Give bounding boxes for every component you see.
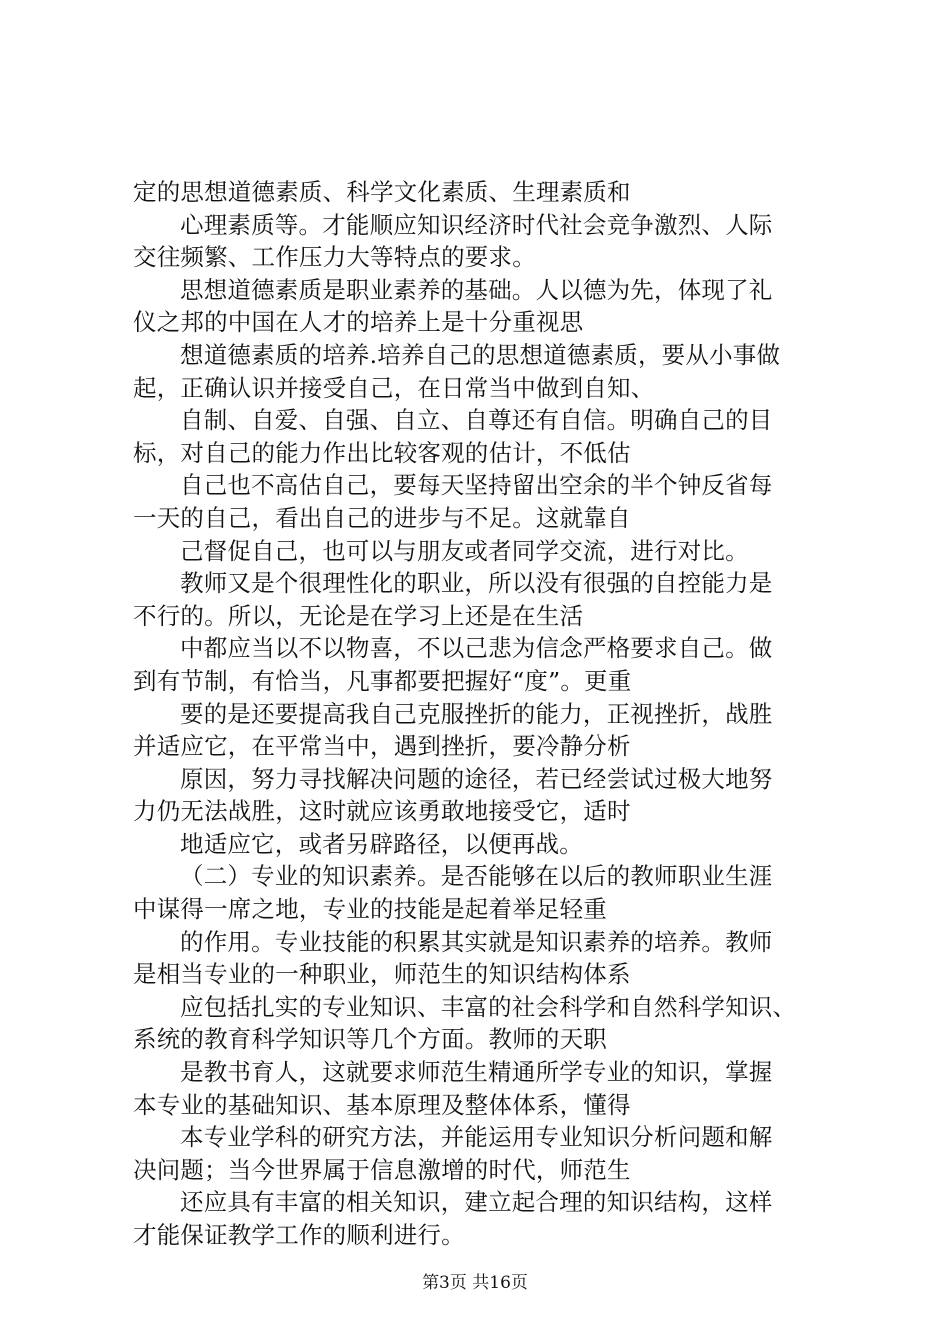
text-line: 应包括扎实的专业知识、丰富的社会科学和自然科学知识、 (180, 992, 797, 1021)
page-footer: 第3页 共16页 (422, 1273, 528, 1293)
text-line: 原因，努力寻找解决问题的途径，若已经尝试过极大地努 (180, 764, 773, 793)
text-line: 起，正确认识并接受自己，在日常当中做到自知、 (133, 373, 655, 402)
text-line: （二）专业的知识素养。是否能够在以后的教师职业生涯 (180, 862, 773, 891)
text-line: 到有节制，有恰当，凡事都要把握好“度”。更重 (133, 666, 632, 695)
text-line: 己督促自己，也可以与朋友或者同学交流，进行对比。 (180, 536, 749, 565)
text-line: 中谋得一席之地，专业的技能是起着举足轻重 (133, 895, 607, 924)
text-line: 决问题；当今世界属于信息激增的时代，师范生 (133, 1155, 631, 1184)
text-line: 标，对自己的能力作出比较客观的估计，不低估 (133, 438, 631, 467)
text-line: 地适应它，或者另辟路径，以便再战。 (180, 829, 583, 858)
text-line: 要的是还要提高我自己克服挫折的能力，正视挫折，战胜 (180, 699, 773, 728)
text-line: 才能保证教学工作的顺利进行。 (133, 1221, 465, 1249)
text-line: 的作用。专业技能的积累其实就是知识素养的培养。教师 (180, 927, 773, 956)
text-line: 力仍无法战胜，这时就应该勇敢地接受它，适时 (133, 797, 631, 826)
text-line: 心理素质等。才能顺应知识经济时代社会竞争激烈、人际 (180, 210, 773, 239)
text-line: 本专业学科的研究方法，并能运用专业知识分析问题和解 (180, 1123, 773, 1152)
text-line: 系统的教育科学知识等几个方面。教师的天职 (133, 1025, 607, 1054)
text-line: 仪之邦的中国在人才的培养上是十分重视思 (133, 308, 584, 337)
text-line: 并适应它，在平常当中，遇到挫折，要冷静分析 (133, 732, 631, 761)
text-line: 还应具有丰富的相关知识，建立起合理的知识结构，这样 (180, 1188, 773, 1217)
text-line: 本专业的基础知识、基本原理及整体体系，懂得 (133, 1090, 631, 1119)
text-line: 想道德素质的培养.培养自己的思想道德素质，要从小事做 (180, 340, 781, 369)
text-line: 自制、自爱、自强、自立、自尊还有自信。明确自己的目 (180, 406, 773, 435)
text-line: 教师又是个很理性化的职业，所以没有很强的自控能力是 (180, 569, 773, 598)
text-line: 是相当专业的一种职业，师范生的知识结构体系 (133, 960, 631, 989)
text-line: 不行的。所以，无论是在学习上还是在生活 (133, 601, 584, 630)
document-body (133, 176, 923, 1252)
text-line: 交往频繁、工作压力大等特点的要求。 (133, 243, 536, 272)
text-line: 自己也不高估自己，要每天坚持留出空余的半个钟反省每 (180, 471, 773, 500)
text-line: 一天的自己，看出自己的进步与不足。这就靠自 (133, 503, 631, 532)
text-line: 中都应当以不以物喜，不以己悲为信念严格要求自己。做 (180, 634, 773, 663)
text-line: 思想道德素质是职业素养的基础。人以德为先，体现了礼 (180, 275, 773, 304)
text-line: 是教书育人，这就要求师范生精通所学专业的知识，掌握 (180, 1058, 773, 1087)
text-line: 定的思想道德素质、科学文化素质、生理素质和 (133, 178, 631, 206)
